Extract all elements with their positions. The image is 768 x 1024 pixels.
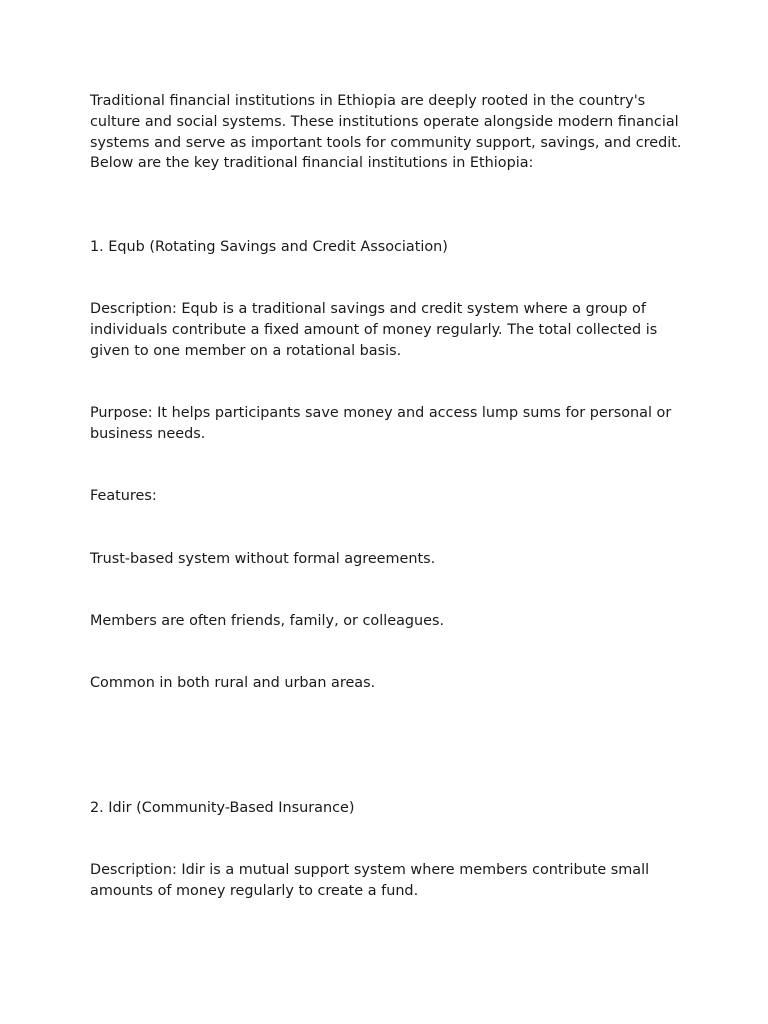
intro-paragraph: Traditional financial institutions in Ethiopia are deeply rooted in the country's culture and social systems. These institutions operate alongside modern financial systems and serve as important tools for community support, savings, and credit. Below are the key traditional financial institutions in Ethiopia: [90,93,682,172]
equb-description: Description: Equb is a traditional savings and credit system where a group of individuals contribute a fixed amount of money regularly. The total collected is given to one member on a rotational basis. [90,301,658,359]
equb-feature-item: Members are often friends, family, or colleagues. [90,613,445,629]
section-heading-idir: 2. Idir (Community-Based Insurance) [90,800,355,816]
equb-feature-item: Common in both rural and urban areas. [90,675,376,691]
equb-features-label: Features: [90,488,157,504]
equb-feature-item: Trust-based system without formal agreements. [90,551,436,567]
equb-purpose: Purpose: It helps participants save money and access lump sums for personal or business needs. [90,405,672,442]
idir-description: Description: Idir is a mutual support system where members contribute small amounts of money regularly to create a fund. [90,862,650,899]
section-heading-equb: 1. Equb (Rotating Savings and Credit Association) [90,239,448,255]
